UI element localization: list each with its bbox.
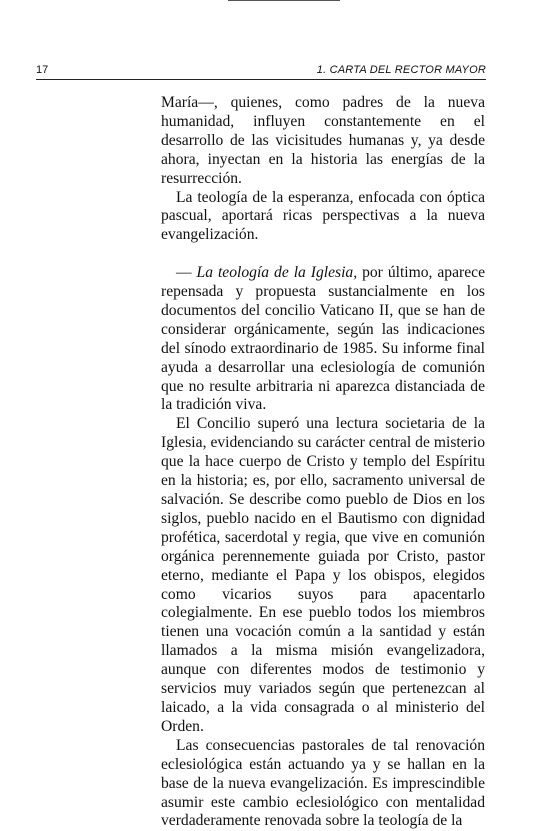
paragraph: Las consecuencias pastorales de tal renovación eclesiológica están actuando ya y se hallan en la base de la nueva evangelización. Es imprescindible asumir este cambio eclesiológico con mentalidad verdaderamente renovada sobre la teología de la: [161, 736, 485, 830]
top-decorative-rule: [228, 0, 340, 1]
section-heading-italic: La teología de la Iglesia,: [196, 264, 358, 282]
paragraph: La teología de la esperanza, enfocada con óptica pascual, aportará ricas perspectivas a la nueva evangelización.: [161, 188, 485, 244]
paragraph: María—, quienes, como padres de la nueva humanidad, influyen constantemente en el desarrollo de las vicisitudes humanas y, ya desde ahora, inyectan en la historia las energías de la resurrección.: [161, 94, 485, 187]
running-title: 1. CARTA DEL RECTOR MAYOR: [316, 64, 486, 76]
page-header: [36, 64, 486, 80]
paragraph-text: por último, aparece repensada y propuesta sustancialmente en los documentos del concilio Vaticano II, que se han de considerar orgánicamente, según las indicaciones del sínodo extraordinario de 1985. Su informe final ayuda a desarrollar una eclesiología de comunión que no resulte arbitraria ni aparezca distanciada de la tradición viva.: [161, 264, 485, 414]
header-rule: [36, 79, 486, 80]
page-number: 17: [36, 64, 49, 76]
paragraph: El Concilio superó una lectura societaria de la Iglesia, evidenciando su carácter central de misterio que la hace cuerpo de Cristo y templo del Espíritu en la historia; es, por ello, sacramento universal de salvación. Se describe como pueblo de Dios en los siglos, pueblo nacido en el Bautismo con dignidad profética, sacerdotal y regia, que vive en comunión orgánica perennemente guiada por Cristo, pastor eterno, mediante el Papa y los obispos, elegidos como vicarios suyos para apacentarlo colegialmente. En ese pueblo todos los miembros tienen una vocación común a la santidad y están llamados a la misma misión evangelizadora, aunque con diferentes modos de testimonio y servicios muy variados según que pertenezcan al laicado, a la vida consagrada o al ministerio del Orden.: [161, 415, 485, 735]
paragraph: [161, 264, 485, 415]
body-text: [161, 94, 485, 831]
dash: —: [176, 264, 197, 282]
